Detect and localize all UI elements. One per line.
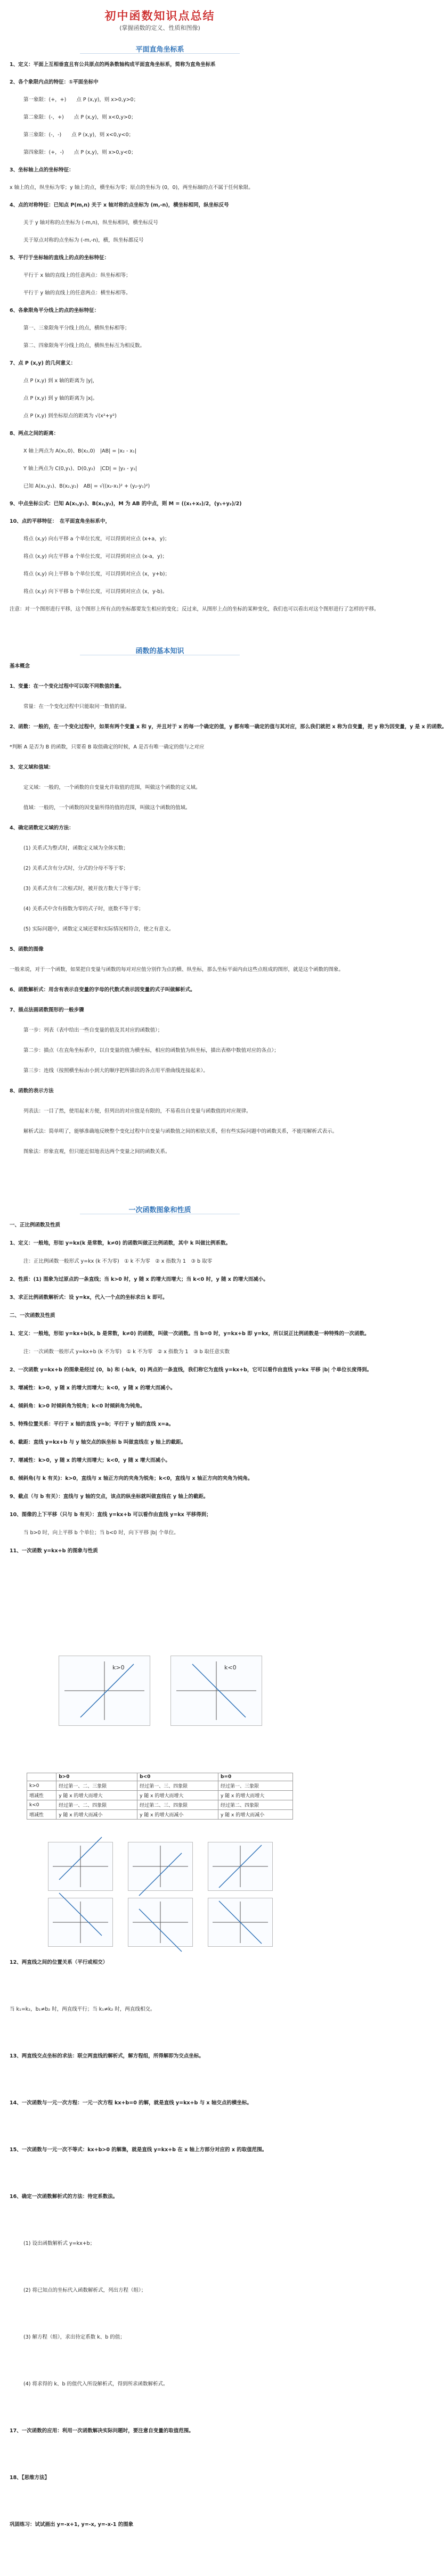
text-line: 二、一次函数及性质 (10, 1313, 55, 1319)
table-row (27, 1800, 293, 1810)
text-line: 基本概念 (10, 663, 30, 669)
text-line: 4、确定函数定义域的方法： (10, 825, 74, 831)
text-line: 注意：对一个图形进行平移，这个图形上所有点的坐标都要发生相应的变化；反过来，从图形上点的坐标的某种变化，我们也可以看出对这个图形进行了怎样的平移。 (10, 606, 379, 612)
text-line: 已知 A(x₁,y₁)、B(x₂,y₂) AB| = √((x₂-x₁)² + (y₂-y₁)²) (23, 483, 150, 489)
text-line: 一般来说，对于一个函数，如果把自变量与函数的每对对应值分别作为点的横、纵坐标，那么坐标平面内由这些点组成的图形，就是这个函数的图象。 (10, 967, 344, 973)
text-line: 将点 (x,y) 向右平移 a 个单位长度，可以得到对应点 (x+a，y)； (23, 536, 170, 542)
text-line: 3、增减性：k>0，y 随 x 的增大而增大；k<0，y 随 x 的增大而减小。 (10, 1385, 176, 1391)
mini-graph-svg (48, 1842, 112, 1890)
table-cell: 经过第一、二、三象限 (56, 1781, 137, 1791)
text-line: 注：一次函数一般形式 y=kx+b (k 不为零) ① k 不为零 ② x 指数为 1 ③ b 取任意实数 (23, 1349, 230, 1355)
text-line: 7、描点法画函数图形的一般步骤 (10, 1007, 84, 1013)
table-cell: k<0 (27, 1800, 56, 1810)
table-cell: y 随 x 的增大而减小 (218, 1810, 292, 1820)
text-line: (1) 设出函数解析式 y=kx+b； (23, 2241, 95, 2246)
table-cell: y 随 x 的增大而减小 (56, 1810, 137, 1820)
mini-graph (48, 1842, 113, 1891)
text-line: 点 P (x,y) 到坐标原点的距离为 √(x²+y²) (23, 413, 117, 419)
text-line: 10、点的平移特征： 在平面直角坐标系中， (10, 519, 110, 524)
text-line: 列表法：一目了然，使用起来方便，但列出的对应值是有限的，不易看出自变量与函数值的对应规律。 (23, 1108, 251, 1114)
table-cell: y 随 x 的增大而增大 (56, 1791, 137, 1800)
text-line: (5) 实际问题中，函数定义域还要和实际情况相符合，使之有意义。 (23, 926, 174, 932)
text-line: 将点 (x,y) 向左平移 a 个单位长度，可以得到对应点 (x-a，y)； (23, 554, 168, 559)
text-line: 8、函数的表示方法 (10, 1088, 54, 1094)
table-header-cell (27, 1773, 56, 1781)
text-line: 6、函数解析式：用含有表示自变量的字母的代数式表示因变量的式子叫做解析式。 (10, 987, 196, 993)
text-line: 1、定义：一般地，形如 y=kx(k 是常数，k≠0) 的函数叫做正比例函数，其中 k 叫做比例系数。 (10, 1240, 231, 1246)
table-row (27, 1791, 293, 1800)
mini-graph (208, 1842, 273, 1891)
text-line: 第四象限：(+，-) 点 P (x,y)，则 x>0,y<0； (23, 150, 136, 155)
page-title: 初中函数知识点总结 (104, 10, 215, 22)
text-line: 11、一次函数 y=kx+b 的图象与性质 (10, 1548, 98, 1554)
graph-k-positive-svg (59, 1656, 150, 1725)
table-header-cell: b<0 (137, 1773, 218, 1781)
graph-k-negative (170, 1656, 262, 1726)
mini-graph-svg (128, 1898, 192, 1946)
text-line: 16、确定一次函数解析式的方法：待定系数法。 (10, 2194, 118, 2200)
text-line: x 轴上的点，纵坐标为零；y 轴上的点，横坐标为零；原点的坐标为 (0，0)，两坐标轴的点不属于任何象限。 (10, 185, 254, 191)
mini-graph-svg (48, 1898, 112, 1946)
section-divider (80, 53, 240, 54)
table-row (27, 1810, 293, 1820)
section-title-linear-function: 一次函数图象和性质 (128, 1206, 191, 1214)
text-line: 1、定义：一般地，形如 y=kx+b(k, b 是常数，k≠0) 的函数，叫做一次函数。当 b=0 时，y=kx+b 即 y=kx，所以说正比例函数是一种特殊的一次函数。 (10, 1331, 370, 1337)
text-line: Y 轴上两点为 C(0,y₁)、D(0,y₂) |CD| = |y₂ - y₁| (23, 466, 137, 472)
text-line: 7、点 P (x,y) 的几何意义： (10, 360, 76, 366)
text-line: 8、两点之间的距离： (10, 431, 59, 437)
table-cell: 经过第二、三、四象限 (137, 1800, 218, 1810)
text-line: (4) 将求得的 k、b 的值代入所设解析式，得到所求函数解析式。 (23, 2381, 168, 2387)
text-line: (3) 关系式含有二次根式时，被开放方数大于等于零； (23, 886, 144, 892)
text-line: 14、一次函数与一元一次方程：一元一次方程 kx+b=0 的解，就是直线 y=kx+b 与 x 轴交点的横坐标。 (10, 2100, 252, 2106)
table-header-cell: b=0 (218, 1773, 292, 1781)
text-line: (2) 关系式含有分式时，分式的分母不等于零； (23, 866, 128, 871)
mini-graph (48, 1898, 113, 1947)
text-line: 第二、四象限角平分线上的点，横纵坐标互为相反数。 (23, 343, 145, 349)
text-line: 2、各个象限内点的特征：①平面坐标中 (10, 79, 99, 85)
text-line: 13、两直线交点坐标的求法：联立两直线的解析式，解方程组，所得解即为交点坐标。 (10, 2053, 204, 2059)
text-line: 图象法：形象直观，但只能近似地表达两个变量之间的函数关系。 (23, 1149, 170, 1155)
table-cell: 增减性 (27, 1791, 56, 1800)
graph-label: k<0 (224, 1664, 237, 1671)
table-cell: y 随 x 的增大而增大 (137, 1791, 218, 1800)
table-cell: k>0 (27, 1781, 56, 1791)
text-line: (3) 解方程（组），求出待定系数 k、b 的值； (23, 2334, 125, 2340)
text-line: 第三象限：(-，-) 点 P (x,y)，则 x<0,y<0； (23, 132, 134, 138)
text-line: 第三步：连线（按照横坐标由小到大的顺序把所描出的各点用平滑曲线连接起来）。 (23, 1068, 208, 1074)
text-line: 3、坐标轴上点的坐标特征： (10, 167, 74, 173)
text-line: 将点 (x,y) 向下平移 b 个单位长度，可以得到对应点 (x，y-b)。 (23, 589, 168, 595)
text-line: 平行于 x 轴的直线上的任意两点：纵坐标相等； (23, 273, 131, 278)
text-line: 第二象限：(-，+) 点 P (x,y)，则 x<0,y>0； (23, 114, 136, 120)
text-line: 关于原点对称的点坐标为 (-m,-n)，横，纵坐标都反号 (23, 237, 144, 243)
table-cell: 经过第一、三、四象限 (137, 1781, 218, 1791)
text-line: 一、正比例函数及性质 (10, 1222, 61, 1228)
table-cell: y 随 x 的增大而增大 (218, 1791, 292, 1800)
table-cell: 经过第一、二、四象限 (56, 1800, 137, 1810)
text-line: 点 P (x,y) 到 y 轴的距离为 |x|。 (23, 396, 98, 401)
table-header-row (27, 1773, 293, 1781)
text-line: (1) 关系式为整式时，函数定义域为全体实数； (23, 845, 128, 851)
text-line: 定义域：一般的，一个函数的自变量允许取值的范围，叫做这个函数的定义域。 (23, 785, 201, 791)
table-row (27, 1781, 293, 1791)
text-line: 6、截距：直线 y=kx+b 与 y 轴交点的纵坐标 b 叫做直线在 y 轴上的截距。 (10, 1439, 186, 1445)
text-line: 第一象限：(+，+) 点 P (x,y)，则 x>0,y>0； (23, 97, 139, 103)
text-line: 当 k₁=k₂，b₁≠b₂ 时，两直线平行；当 k₁≠k₂ 时，两直线相交。 (10, 2006, 156, 2012)
text-line: X 轴上两点为 A(x₁,0)、B(x₂,0) |AB| = |x₂ - x₁| (23, 448, 137, 454)
text-line: 关于 y 轴对称的点坐标为 (-m,n)，纵坐标相同，横坐标反号 (23, 220, 158, 226)
text-line: (4) 关系式中含有指数为零的式子时，底数不等于零； (23, 906, 144, 912)
text-line: 值域：一般的，一个函数的因变量所得的值的范围，叫做这个函数的值域。 (23, 805, 191, 811)
text-line: 将点 (x,y) 向上平移 b 个单位长度，可以得到对应点 (x，y+b)； (23, 571, 170, 577)
text-line: 5、特殊位置关系：平行于 x 轴的直线 y=b；平行于 y 轴的直线 x=a。 (10, 1421, 174, 1427)
text-line: 4、点的对称特征：已知点 P(m,n) 关于 x 轴对称的点坐标为 (m,-n)，横坐标相同，纵坐标反号 (10, 202, 229, 208)
text-line: 15、一次函数与一元一次不等式：kx+b>0 的解集，就是直线 y=kx+b 在 x 轴上方部分对应的 x 的取值范围。 (10, 2147, 267, 2153)
text-line: 17、一次函数的应用：利用一次函数解决实际问题时，要注意自变量的取值范围。 (10, 2428, 194, 2434)
mini-graph (128, 1842, 193, 1891)
table-cell: 经过第二、四象限 (218, 1800, 292, 1810)
graph-label: k>0 (112, 1664, 125, 1671)
text-line: 18、【思维方法】 (10, 2475, 50, 2481)
text-line: 7、增减性：k>0，y 随 x 的增大而增大；k<0，y 随 x 增大而减小。 (10, 1458, 170, 1463)
table-header-cell: b>0 (56, 1773, 137, 1781)
mini-graph-svg (128, 1842, 192, 1890)
text-line: 9、中点坐标公式：已知 A(x₁,y₁)、B(x₂,y₂)，M 为 AB 的中点，则 M = ((x₁+x₂)/2，(y₁+y₂)/2) (10, 501, 242, 507)
mini-graph (208, 1898, 273, 1947)
text-line: 3、求正比例函数解析式：设 y=kx，代入一个点的坐标求出 k 即可。 (10, 1295, 168, 1301)
page-subtitle: (掌握函数的定义、性质和图像) (119, 24, 200, 31)
text-line: 解析式法：简单明了，能够准确地反映整个变化过程中自变量与函数值之间的相依关系，但有些实际问题中的函数关系，不能用解析式表示。 (23, 1129, 338, 1134)
text-line: 第二步：描点（在直角坐标系中，以自变量的值为横坐标，相应的函数值为纵坐标，描出表格中数值对应的各点）； (23, 1048, 279, 1054)
text-line: 1、变量：在一个变化过程中可以取不同数值的量。 (10, 684, 125, 689)
section-title-coordinate-system: 平面直角坐标系 (135, 46, 184, 54)
text-line: 2、函数：一般的，在一个变化过程中，如果有两个变量 x 和 y，并且对于 x 的每一个确定的值，y 都有唯一确定的值与其对应，那么我们就把 x 称为自变量，把 y 称为因变量，y 是 x 的函数。 (10, 724, 447, 730)
linear-function-table (27, 1773, 293, 1820)
text-line: 8、倾斜角(与 k 有关)：k>0，直线与 x 轴正方向的夹角为锐角；k<0，直线与 x 轴正方向的夹角为钝角。 (10, 1476, 253, 1482)
text-line: 12、两直线之间的位置关系（平行或相交） (10, 1960, 108, 1965)
graph-k-positive (59, 1656, 150, 1726)
text-line: 注：正比例函数一般形式 y=kx (k 不为零) ① k 不为零 ② x 指数为 1 ③ b 取零 (23, 1258, 213, 1264)
text-line: 第一、三象限角平分线上的点，横纵坐标相等； (23, 325, 130, 331)
text-line: 点 P (x,y) 到 x 轴的距离为 |y|， (23, 378, 98, 384)
table-cell: 增减性 (27, 1810, 56, 1820)
text-line: 2、性质：(1) 图象为过原点的一条直线；当 k>0 时，y 随 x 的增大而增大；当 k<0 时，y 随 x 的增大而减小。 (10, 1277, 269, 1282)
text-line: 4、倾斜角：k>0 时倾斜角为锐角；k<0 时倾斜角为钝角。 (10, 1403, 145, 1409)
section-title-function-basics: 函数的基本知识 (135, 647, 184, 655)
text-line: 第一步：列表（表中给出一些自变量的值及其对应的函数值）； (23, 1027, 163, 1033)
table-cell: y 随 x 的增大而减小 (137, 1810, 218, 1820)
mini-graph-svg (208, 1898, 272, 1946)
text-line: 1、定义：平面上互相垂直且有公共原点的两条数轴构成平面直角坐标系，简称为直角坐标系 (10, 62, 216, 68)
text-line: (2) 将已知点的坐标代入函数解析式，列出方程（组）； (23, 2287, 147, 2293)
text-line: 10、图像的上下平移（只与 b 有关）：直线 y=kx+b 可以看作由直线 y=kx 平移得到； (10, 1512, 212, 1518)
text-line: 巩固练习：试试画出 y=-x+1, y=-x, y=-x-1 的图象 (10, 2522, 134, 2528)
text-line: 3、定义域和值域： (10, 764, 54, 770)
mini-graph-svg (208, 1842, 272, 1890)
text-line: 常量：在一个变化过程中只能取同一数值的量。 (23, 704, 130, 710)
mini-graph (128, 1898, 193, 1947)
text-line: 9、截点（与 b 有关）：直线与 y 轴的交点，该点的纵坐标就叫做直线在 y 轴上的截距。 (10, 1494, 209, 1500)
table-cell: 经过第一、三象限 (218, 1781, 292, 1791)
text-line: 当 b>0 时，向上平移 b 个单位；当 b<0 时，向下平移 |b| 个单位。 (23, 1530, 179, 1536)
text-line: 2、一次函数 y=kx+b 的图象是经过 (0，b) 和 (-b/k，0) 两点的一条直线，我们称它为直线 y=kx+b，它可以看作由直线 y=kx 平移 |b| 个单位长度得到。 (10, 1367, 372, 1373)
text-line: *判断 A 是否为 B 的函数，只要看 B 取值确定的时候，A 是否有唯一确定的值与之对应 (10, 744, 205, 750)
text-line: 平行于 y 轴的直线上的任意两点：横坐标相等。 (23, 290, 131, 296)
graph-k-negative-svg (171, 1656, 262, 1725)
text-line: 6、各象限角平分线上的点的坐标特征： (10, 308, 100, 314)
text-line: 5、平行于坐标轴的直线上的点的坐标特征： (10, 255, 110, 261)
text-line: 5、函数的图像 (10, 947, 44, 952)
